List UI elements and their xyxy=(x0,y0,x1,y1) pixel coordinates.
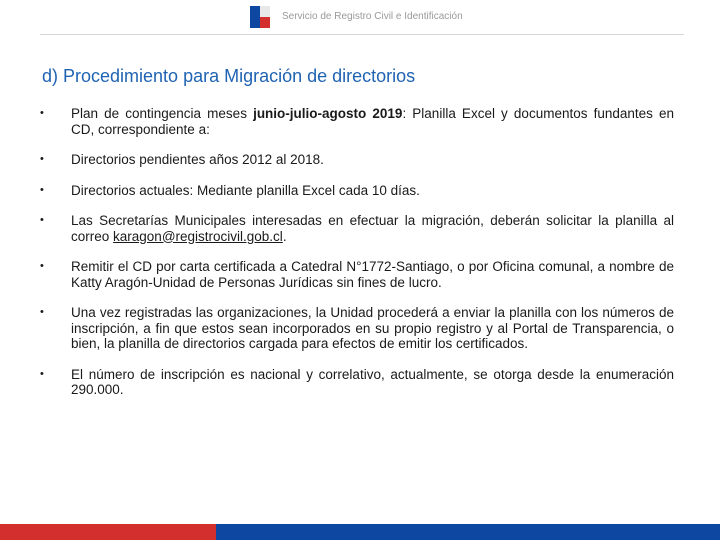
list-item: • Remitir el CD por carta certificada a Catedral N°1772-Santiago, o por Oficina comunal, a nombre de Katty Aragón-Unidad de Personas Jurídicas sin fines de lucro. xyxy=(40,259,674,290)
list-item: • Directorios actuales: Mediante planilla Excel cada 10 días. xyxy=(40,182,420,198)
list-item: • Directorios pendientes años 2012 al 2018. xyxy=(40,152,324,167)
bullet-icon: • xyxy=(40,306,44,318)
email-link[interactable]: karagon@registrocivil.gob.cl xyxy=(113,228,283,244)
registro-civil-logo-icon xyxy=(250,6,270,28)
page-title: d) Procedimiento para Migración de directorios xyxy=(42,66,416,86)
footer-color-bar xyxy=(0,524,720,540)
list-item: • Una vez registradas las organizaciones, la Unidad procederá a enviar la planilla con los números de inscripción, a fin que estos sean incorporados en su propio registro y al Portal de Transparencia, o bien, la planilla de directorios cargada para efectos de emitir los certificados. xyxy=(40,305,674,351)
bullet-list xyxy=(40,106,674,413)
list-item: • El número de inscripción es nacional y correlativo, actualmente, se otorga desde la enumeración 290.000. xyxy=(40,366,674,397)
header xyxy=(0,0,720,34)
bullet-icon: • xyxy=(40,214,44,226)
bullet-icon: • xyxy=(40,260,44,272)
bullet-icon: • xyxy=(40,183,44,196)
org-name: Servicio de Registro Civil e Identificación xyxy=(282,11,463,22)
list-item: • Plan de contingencia meses junio-julio-agosto 2019: Planilla Excel y documentos fundantes en CD, correspondiente a: xyxy=(40,106,675,137)
bullet-icon: • xyxy=(40,107,44,119)
bullet-icon: • xyxy=(40,367,44,380)
header-divider xyxy=(40,34,684,35)
period-emphasis: junio-julio-agosto 2019 xyxy=(253,106,403,121)
list-item: • Las Secretarías Municipales interesadas en efectuar la migración, deberán solicitar la planilla al correo karagon@registrocivil.gob.cl. xyxy=(40,213,674,244)
bullet-icon: • xyxy=(40,153,44,165)
